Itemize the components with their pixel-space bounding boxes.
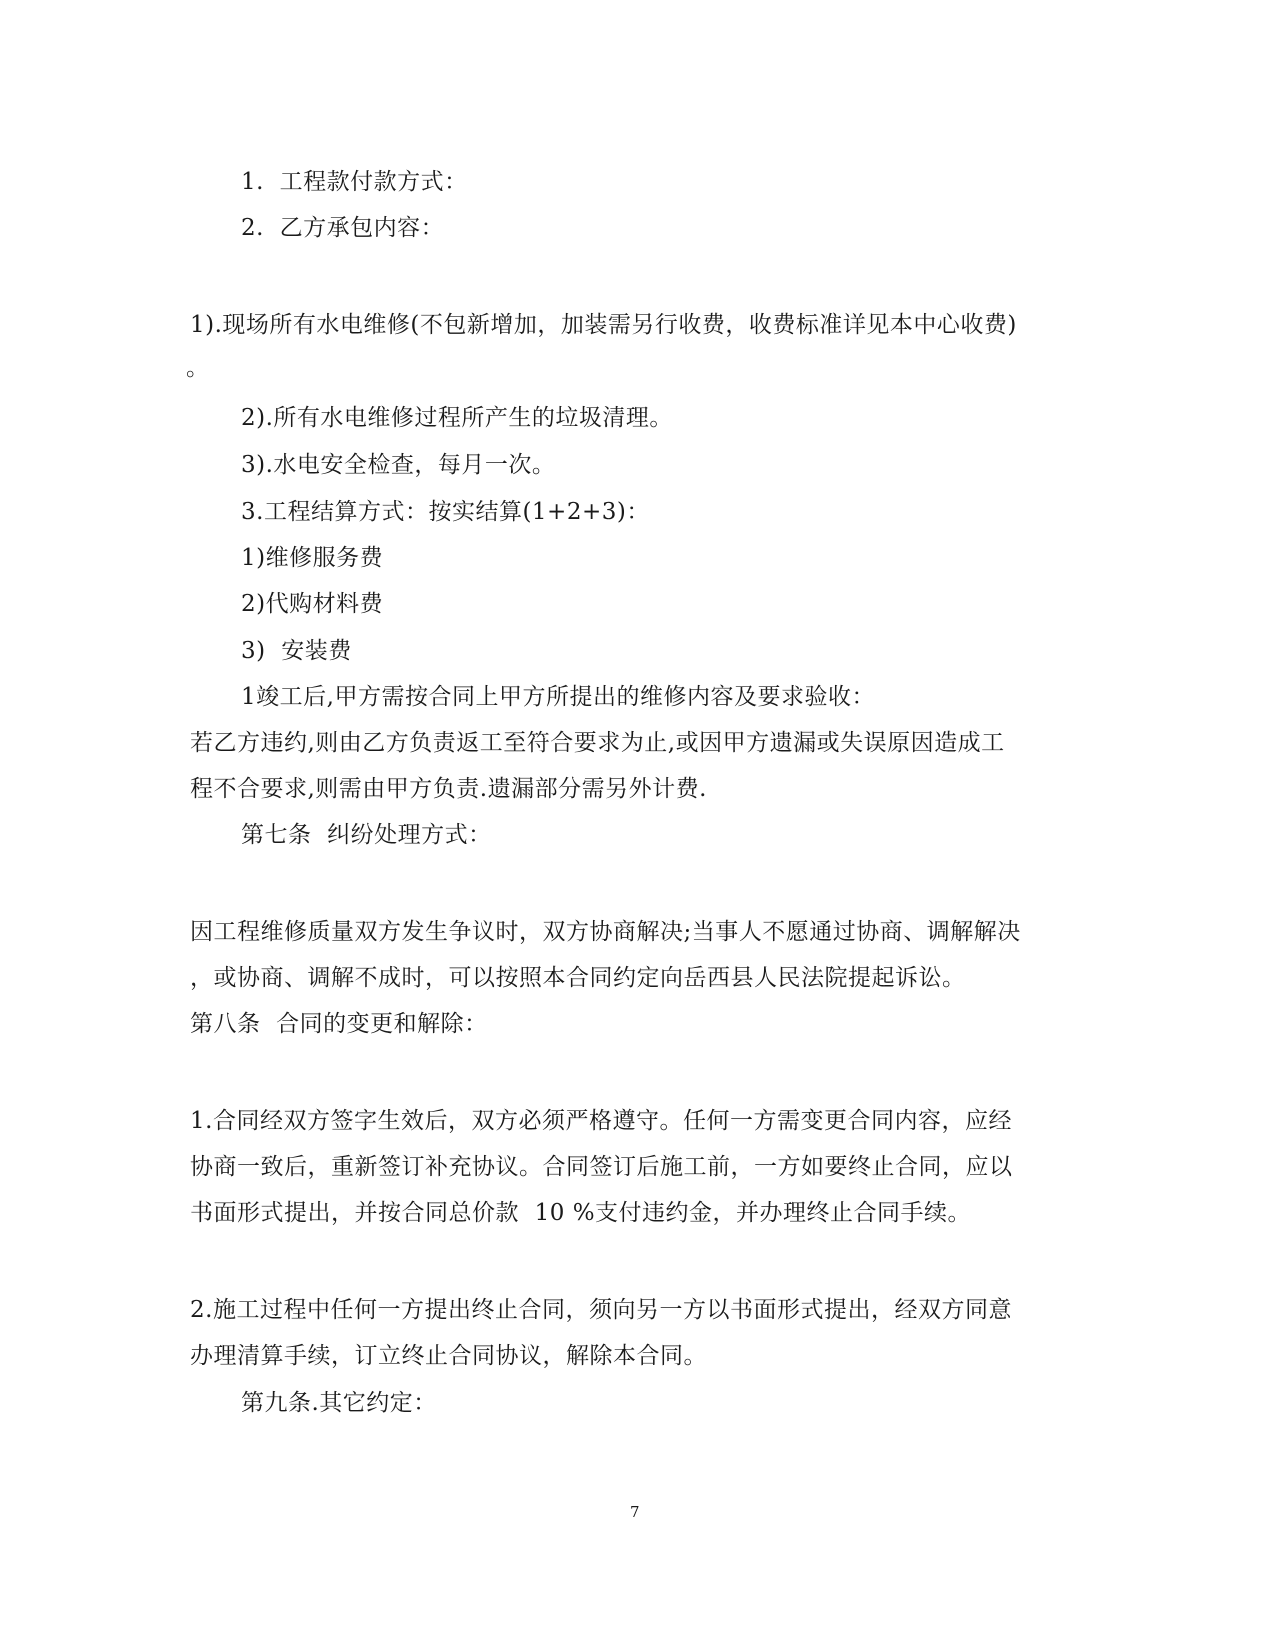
settlement-sub-1: 1)维修服务费 [241, 545, 384, 571]
acceptance-paragraph-line-2: 若乙方违约,则由乙方负责返工至符合要求为止,或因甲方遗漏或失误原因造成工 [190, 730, 1005, 756]
amendment-clause-1-line-3: 书面形式提出，并按合同总价款 10 %支付违约金，并办理终止合同手续。 [190, 1200, 972, 1226]
contract-scope-item: 2. 乙方承包内容： [241, 215, 445, 241]
amendment-clause-1-line-2: 协商一致后，重新签订补充协议。合同签订后施工前，一方如要终止合同，应以 [190, 1154, 1013, 1180]
article-9-heading: 第九条.其它约定： [241, 1390, 437, 1416]
acceptance-paragraph-line-3: 程不合要求,则需由甲方负责.遗漏部分需另外计费. [190, 776, 707, 802]
dispute-paragraph-line-2: ，或协商、调解不成时，可以按照本合同约定向岳西县人民法院提起诉讼。 [190, 965, 966, 991]
article-8-heading: 第八条 合同的变更和解除： [190, 1011, 488, 1037]
settlement-sub-2: 2)代购材料费 [241, 591, 384, 617]
scope-clause-1-continuation: 。 [186, 355, 210, 381]
amendment-clause-2-line-1: 2.施工过程中任何一方提出终止合同，须向另一方以书面形式提出，经双方同意 [190, 1297, 1012, 1323]
settlement-method-item: 3.工程结算方式：按实结算(1+2+3)： [241, 499, 650, 525]
scope-clause-3: 3).水电安全检查，每月一次。 [241, 452, 556, 478]
article-7-heading: 第七条 纠纷处理方式： [241, 822, 492, 848]
amendment-clause-2-line-2: 办理清算手续，订立终止合同协议，解除本合同。 [190, 1343, 707, 1369]
acceptance-paragraph-line-1: 1竣工后,甲方需按合同上甲方所提出的维修内容及要求验收： [241, 684, 875, 710]
amendment-clause-1-line-1: 1.合同经双方签字生效后，双方必须严格遵守。任何一方需变更合同内容，应经 [190, 1108, 1012, 1134]
scope-clause-1: 1).现场所有水电维修(不包新增加，加装需另行收费，收费标准详见本中心收费) [190, 312, 1017, 338]
dispute-paragraph-line-1: 因工程维修质量双方发生争议时，双方协商解决;当事人不愿通过协商、调解解决 [190, 919, 1021, 945]
payment-method-item: 1. 工程款付款方式： [241, 169, 468, 195]
page-number: 7 [630, 1503, 640, 1521]
settlement-sub-3: 3) 安装费 [241, 638, 352, 664]
scope-clause-2: 2).所有水电维修过程所产生的垃圾清理。 [241, 405, 673, 431]
